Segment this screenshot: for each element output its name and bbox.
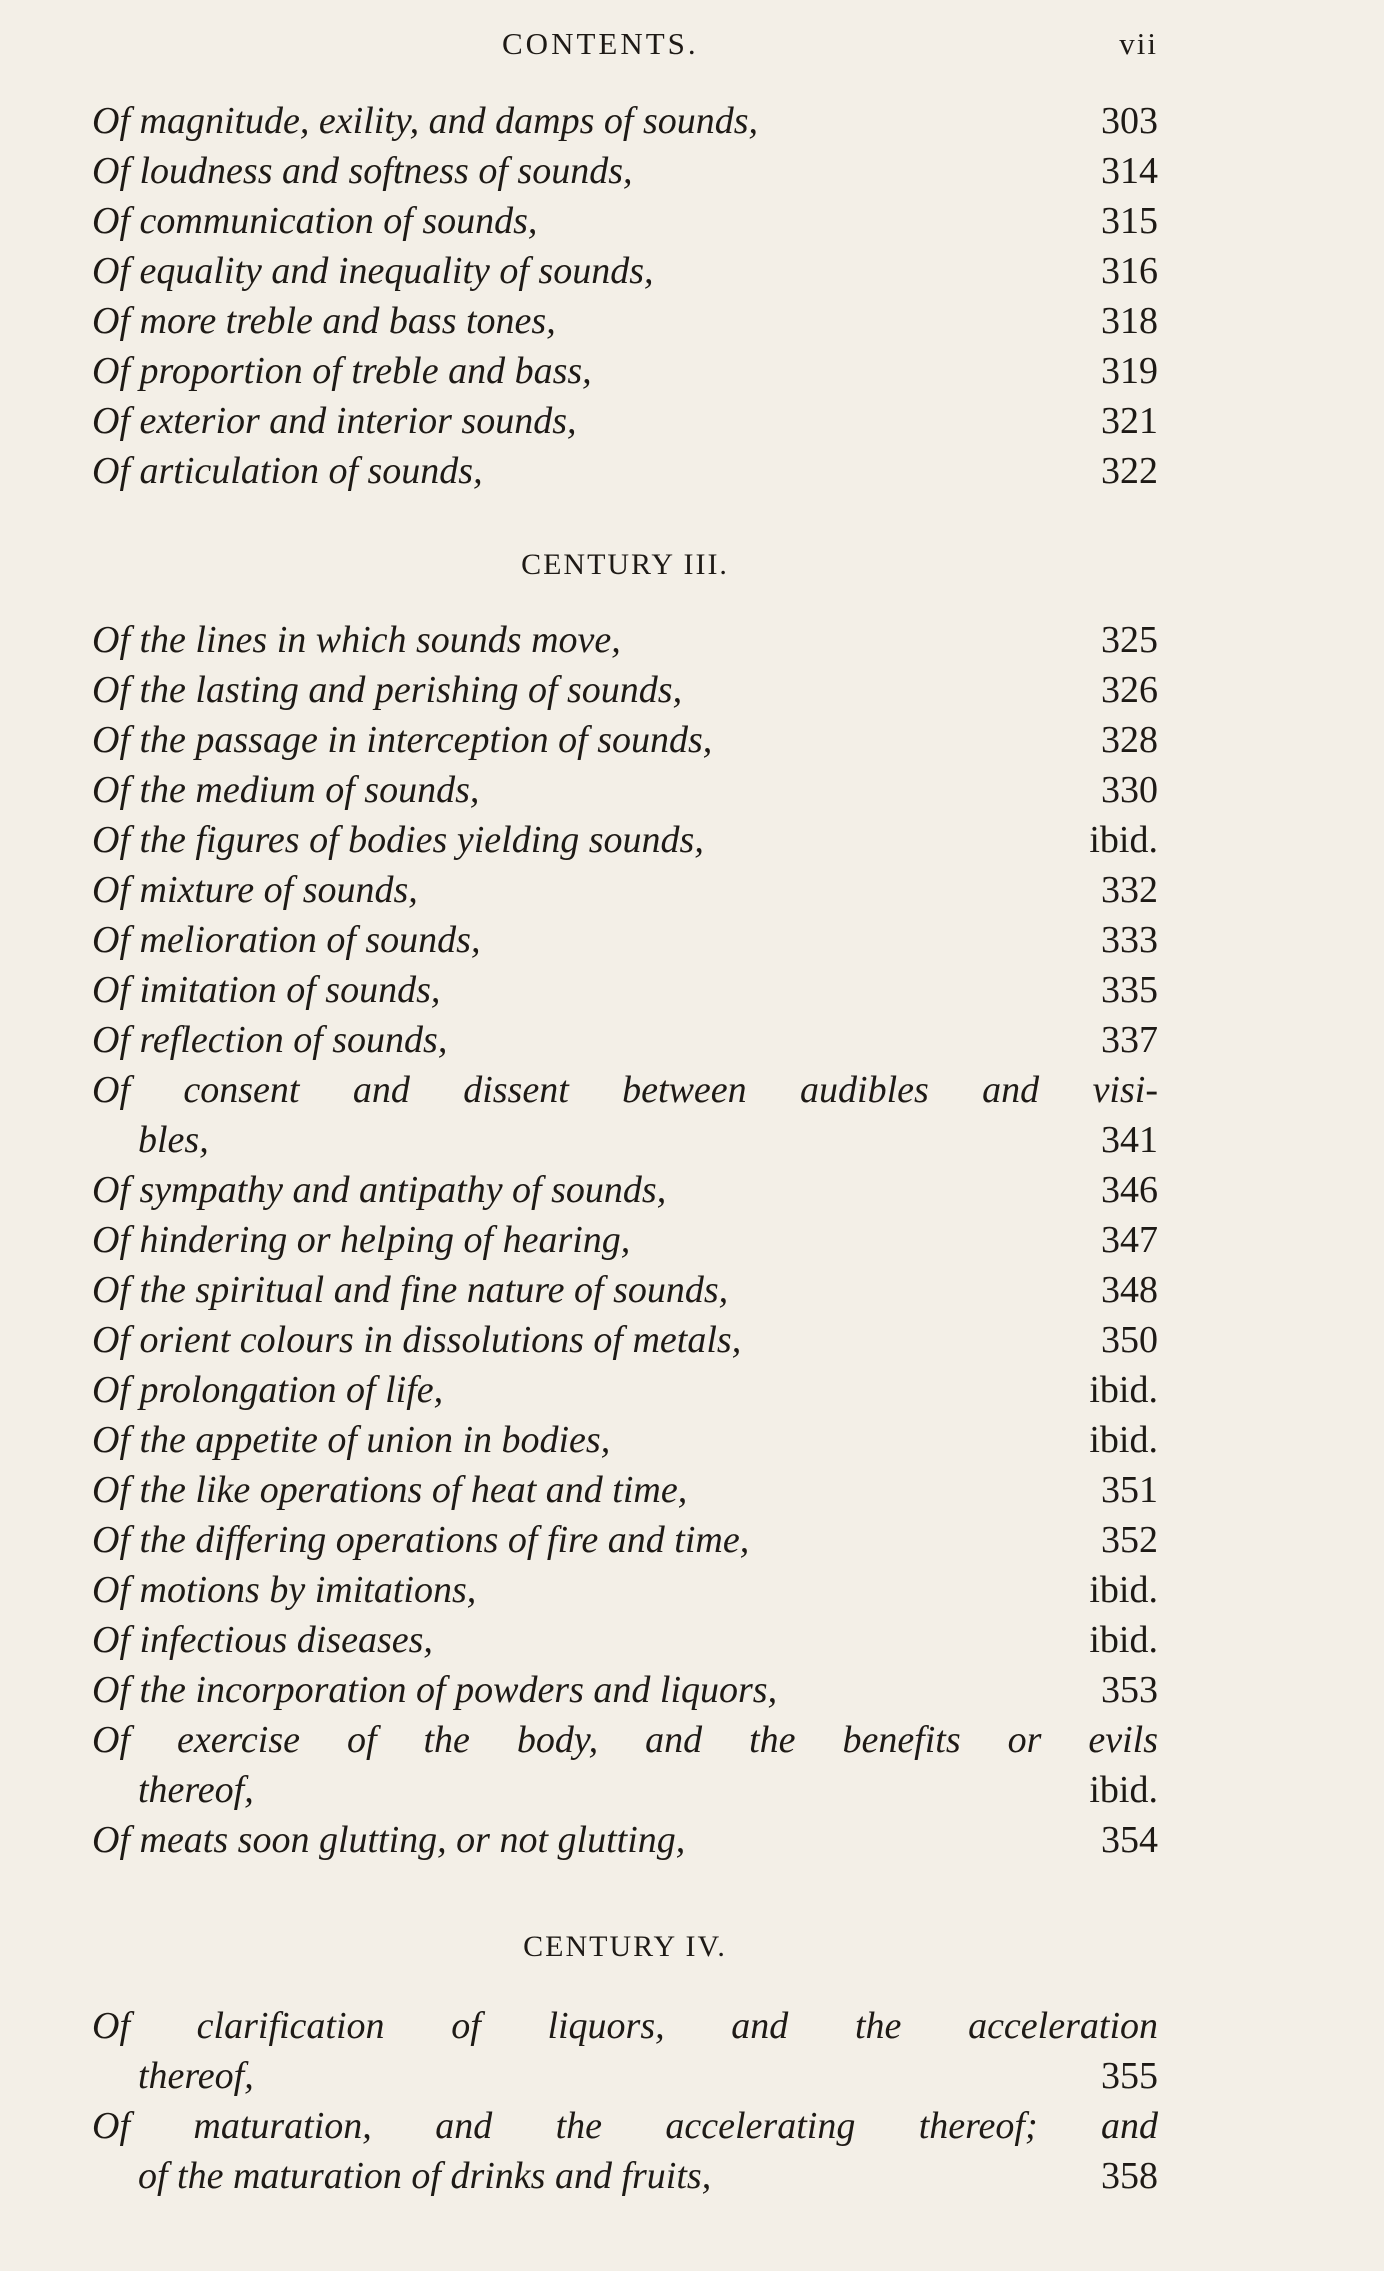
entry-title: Of exercise of the body, and the benefits or evils (92, 1719, 1158, 1761)
entry-title-continuation: thereof, (138, 1769, 254, 1811)
entry-title: Of meats soon glutting, or not glutting, (92, 1819, 686, 1861)
entry-page: 353 (1101, 1669, 1158, 1711)
entry-title: Of the lines in which sounds move, (92, 619, 621, 661)
entry-title-continuation: bles, (138, 1119, 209, 1161)
entry-page: 335 (1101, 969, 1158, 1011)
entry-title: Of loudness and softness of sounds, (92, 150, 633, 192)
entry-page: 303 (1101, 100, 1158, 142)
contents-entry (92, 1265, 1158, 1315)
contents-entry (92, 965, 1158, 1015)
entry-title: Of imitation of sounds, (92, 969, 441, 1011)
entry-page: 354 (1101, 1819, 1158, 1861)
entry-page: 347 (1101, 1219, 1158, 1261)
contents-entry (92, 96, 1158, 146)
entry-title: Of maturation, and the accelerating thereof; and (92, 2105, 1158, 2147)
entry-title: Of proportion of treble and bass, (92, 350, 592, 392)
entry-title: Of infectious diseases, (92, 1619, 433, 1661)
entry-page: 322 (1101, 450, 1158, 492)
contents-entry (92, 1015, 1158, 1065)
entry-page: 341 (1101, 1119, 1158, 1161)
contents-entry (92, 1565, 1158, 1615)
contents-entry (92, 1065, 1158, 1115)
entry-page: 326 (1101, 669, 1158, 711)
entry-page: 333 (1101, 919, 1158, 961)
entry-title: Of motions by imitations, (92, 1569, 477, 1611)
contents-entry (92, 865, 1158, 915)
entry-title: Of communication of sounds, (92, 200, 538, 242)
entry-title: Of consent and dissent between audibles and visi- (92, 1069, 1158, 1111)
entry-page: ibid. (1089, 819, 1158, 861)
entry-page: 355 (1101, 2055, 1158, 2097)
contents-entry (92, 196, 1158, 246)
contents-entry (92, 1315, 1158, 1365)
contents-entry (92, 296, 1158, 346)
entry-page: ibid. (1089, 1419, 1158, 1461)
entry-title: Of the medium of sounds, (92, 769, 480, 811)
entry-title: Of prolongation of life, (92, 1369, 444, 1411)
contents-entry-continuation (92, 2151, 1158, 2201)
entry-title: Of the differing operations of fire and time, (92, 1519, 750, 1561)
entry-title-continuation: of the maturation of drinks and fruits, (138, 2155, 712, 2197)
entry-title-continuation: thereof, (138, 2055, 254, 2097)
entry-page: 321 (1101, 400, 1158, 442)
entry-title: Of the lasting and perishing of sounds, (92, 669, 683, 711)
entry-page: 318 (1101, 300, 1158, 342)
contents-entry (92, 396, 1158, 446)
entry-page: 319 (1101, 350, 1158, 392)
entry-page: 351 (1101, 1469, 1158, 1511)
contents-entry (92, 715, 1158, 765)
contents-entry (92, 1665, 1158, 1715)
contents-entry (92, 665, 1158, 715)
entry-title: Of clarification of liquors, and the acceleration (92, 2005, 1158, 2047)
contents-entry (92, 1215, 1158, 1265)
entry-title: Of mixture of sounds, (92, 869, 418, 911)
contents-entry (92, 915, 1158, 965)
entry-page: ibid. (1089, 1569, 1158, 1611)
entry-title: Of the spiritual and fine nature of sounds, (92, 1269, 729, 1311)
page-number: vii (1119, 26, 1158, 61)
entry-page: 316 (1101, 250, 1158, 292)
page-header (92, 26, 1158, 70)
entry-page: ibid. (1089, 1619, 1158, 1661)
entry-title: Of equality and inequality of sounds, (92, 250, 654, 292)
contents-entry (92, 1815, 1158, 1865)
entry-title: Of more treble and bass tones, (92, 300, 556, 342)
contents-entry (92, 815, 1158, 865)
entry-title: Of articulation of sounds, (92, 450, 483, 492)
entry-title: Of exterior and interior sounds, (92, 400, 577, 442)
entry-title: Of the incorporation of powders and liquors, (92, 1669, 778, 1711)
entry-title: Of sympathy and antipathy of sounds, (92, 1169, 667, 1211)
running-title: CONTENTS. (502, 26, 699, 61)
entry-page: 337 (1101, 1019, 1158, 1061)
entry-page: ibid. (1089, 1369, 1158, 1411)
entry-page: 358 (1101, 2155, 1158, 2197)
entry-page: 346 (1101, 1169, 1158, 1211)
contents-entry-continuation (92, 2051, 1158, 2101)
contents-entry (92, 2001, 1158, 2051)
entry-page: 314 (1101, 150, 1158, 192)
contents-entry (92, 1365, 1158, 1415)
entry-page: 330 (1101, 769, 1158, 811)
contents-entry (92, 446, 1158, 496)
entry-page: 315 (1101, 200, 1158, 242)
section-heading: CENTURY III. (521, 548, 729, 581)
entry-title: Of the appetite of union in bodies, (92, 1419, 611, 1461)
contents-entry (92, 246, 1158, 296)
entry-title: Of the passage in interception of sounds, (92, 719, 713, 761)
contents-entry-continuation (92, 1765, 1158, 1815)
entry-title: Of hindering or helping of hearing, (92, 1219, 631, 1261)
entry-title: Of orient colours in dissolutions of metals, (92, 1319, 742, 1361)
entry-page: 328 (1101, 719, 1158, 761)
contents-entry (92, 765, 1158, 815)
entry-title: Of magnitude, exility, and damps of sounds, (92, 100, 759, 142)
entry-page: 325 (1101, 619, 1158, 661)
entry-title: Of melioration of sounds, (92, 919, 481, 961)
contents-entry (92, 1165, 1158, 1215)
contents-entry (92, 1465, 1158, 1515)
section-heading: CENTURY IV. (523, 1930, 727, 1963)
entry-page: ibid. (1089, 1769, 1158, 1811)
contents-entry (92, 1615, 1158, 1665)
contents-entry (92, 1715, 1158, 1765)
contents-entry (92, 615, 1158, 665)
contents-entry (92, 2101, 1158, 2151)
contents-entry (92, 146, 1158, 196)
contents-entry-continuation (92, 1115, 1158, 1165)
contents-entry (92, 346, 1158, 396)
contents-entry (92, 1515, 1158, 1565)
entry-page: 332 (1101, 869, 1158, 911)
contents-entry (92, 1415, 1158, 1465)
entry-title: Of reflection of sounds, (92, 1019, 448, 1061)
entry-title: Of the like operations of heat and time, (92, 1469, 688, 1511)
entry-page: 348 (1101, 1269, 1158, 1311)
entry-page: 352 (1101, 1519, 1158, 1561)
entry-title: Of the figures of bodies yielding sounds, (92, 819, 704, 861)
entry-page: 350 (1101, 1319, 1158, 1361)
